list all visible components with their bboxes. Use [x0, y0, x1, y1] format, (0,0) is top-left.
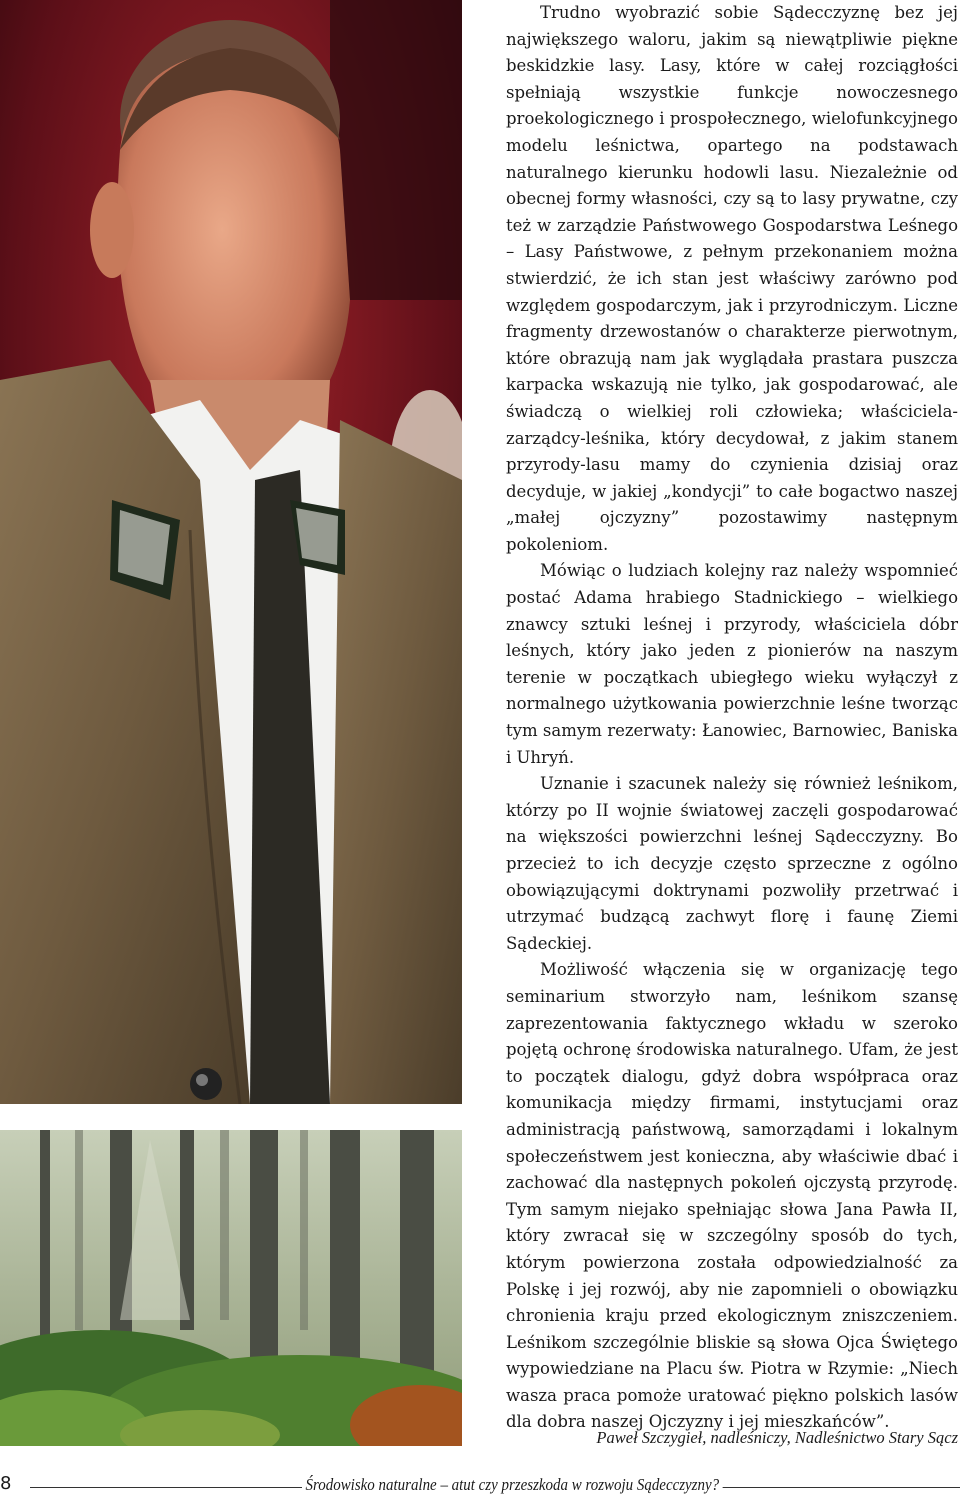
paragraph: Mówiąc o ludziach kolejny raz należy wspomnieć postać Adama hrabiego Stadnickiego – wielkiego znawcy sztuki leśnej i przyrody, właściciela dóbr leśnych, który jako jeden z pionierów na naszym terenie w początkach ubiegłego wieku wyłączył z normalnego użytkowania powierzchnie leśne tworząc tym samym rezerwaty: Łanowiec, Barnowiec, Baniska i Uhryń. — [506, 561, 958, 767]
article-body — [506, 0, 958, 1436]
paragraph: Możliwość włączenia się w organizację tego seminarium stworzyło nam, leśnikom szansę zaprezentowania faktycznego wkładu w szeroko pojętą ochronę środowiska naturalnego. Ufam, że jest to początek dialogu, gdyż dobra współpraca oraz komunikacja między firmami, instytucjami oraz administracją państwową, samorządami i lokalnym społeczeństwem jest konieczna, aby właściwie dbać i zachować dla następnych pokoleń ojczystą przyrodę. Tym samym niejako spełniając słowa Jana Pawła II, który zwracał się w szczególny sposób do tych, którym powierzona została odpowiedzialność za Polskę i jej rozwój, aby nie zapomnieli o obowiązku chronienia kraju przed ekologicznym zniszczeniem. Leśnikom szczególnie bliskie są słowa Ojca Świętego wypowiedziane na Placu św. Piotra w Rzymie: „Niech wasza praca pomoże uratować piękno polskich lasów dla dobra naszej Ojczyzny i jej mieszkańców”. — [506, 960, 958, 1432]
page-number: 8 — [0, 1473, 12, 1494]
paragraph: Trudno wyobrazić sobie Sądecczyznę bez jej największego waloru, jakim są niewątpliwie piękne beskidzkie lasy. Lasy, które w całej rozciągłości spełniają wszystkie funkcje nowoczesnego proekologicznego i prospołecznego, wielofunkcyjnego modelu leśnictwa, opartego na podstawach naturalnego kierunku hodowli lasu. Niezależnie od obecnej formy własności, czy są to lasy prywatne, czy też w zarządzie Państwowego Gospodarstwa Leśnego – Lasy Państwowe, z pełnym przekonaniem można stwierdzić, że ich stan jest właściwy zarówno pod względem gospodarczym, jak i przyrodniczym. Liczne fragmenty drzewostanów o charakterze pierwotnym, które obrazują nam jak wyglądała prastara puszcza karpacka wskazują nie tylko, jak gospodarować, ale świadczą o wielkiej roli człowieka; właściciela-zarządcy-leśnika, który decydował, z jakim stanem przyrody-lasu mamy do czynienia dzisiaj oraz decyduje, w jakiej „kondycji” to całe bogactwo naszej „małej ojczyzny” pozostawimy następnym pokoleniom. — [506, 3, 958, 554]
running-title: Środowisko naturalne – atut czy przeszkoda w rozwoju Sądecczyzny? — [302, 1475, 723, 1495]
paragraph: Uznanie i szacunek należy się również leśnikom, którzy po II wojnie światowej zaczęli gospodarować na większości powierzchni leśnej Sądecczyzny. Bo przecież to ich decyzje często sprzeczne z ogólno obowiązującymi doktrynami pozwoliły przetrwać i utrzymać budzącą zachwyt florę i faunę Ziemi Sądeckiej. — [506, 774, 958, 953]
portrait-photo — [0, 0, 462, 1104]
author-signature: Paweł Szczygieł, nadleśniczy, Nadleśnictwo Stary Sącz — [596, 1428, 958, 1447]
forest-illustration — [0, 1130, 462, 1446]
forester-portrait-illustration — [0, 0, 462, 1104]
forest-photo — [0, 1130, 462, 1446]
